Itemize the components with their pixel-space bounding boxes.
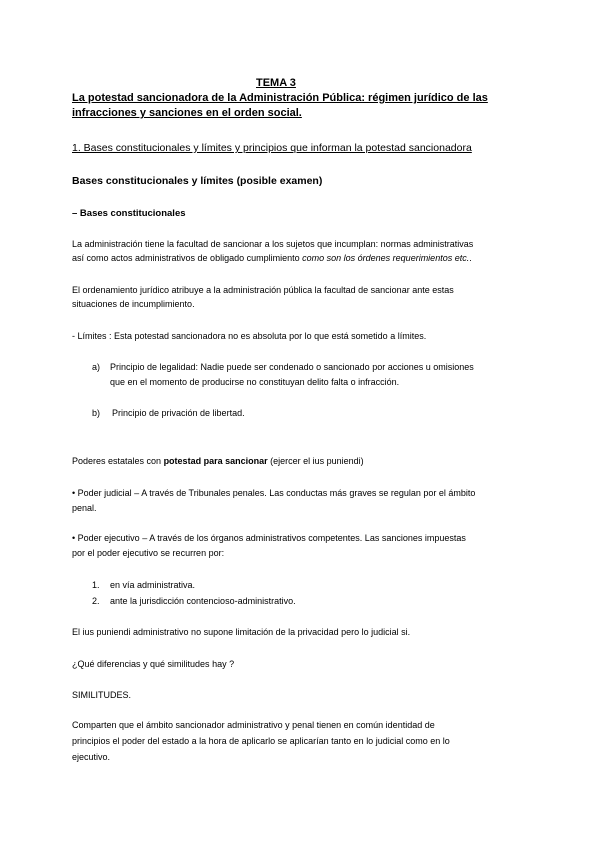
list-item-2-text: ante la jurisdicción contencioso-administrativo. (110, 596, 296, 606)
section-1-heading: 1. Bases constitucionales y límites y principios que informan la potestad sancionadora (72, 142, 472, 154)
tema-heading: TEMA 3 (256, 77, 296, 89)
paragraph-2-line-2: situaciones de incumplimiento. (72, 299, 195, 309)
question-line: ¿Qué diferencias y qué similitudes hay ? (72, 659, 235, 669)
item-b-marker: b) (92, 408, 101, 418)
list-item-1-text: en vía administrativa. (110, 580, 196, 590)
subheading: Bases constitucionales y límites (posible examen) (72, 175, 323, 187)
title-line-2: infracciones y sanciones en el orden social. (72, 107, 302, 119)
similitudes-line-3: ejecutivo. (72, 752, 111, 762)
title-line-1: La potestad sancionadora de la Administración Pública: régimen jurídico de las (72, 92, 488, 104)
paragraph-1-line-2: así como actos administrativos de obligado cumplimiento como son los órdenes requerimientos etc.. (72, 253, 472, 263)
ius-puniendi-line: El ius puniendi administrativo no supone limitación de la privacidad pero lo judicial si. (72, 627, 411, 637)
ejecutivo-line-1: • Poder ejecutivo – A través de los órganos administrativos competentes. Las sanciones impuestas (72, 533, 466, 543)
judicial-line-2: penal. (72, 503, 97, 513)
similitudes-line-1: Comparten que el ámbito sancionador administrativo y penal tienen en común identidad de (72, 720, 435, 730)
poderes-line: Poderes estatales con potestad para sancionar (ejercer el ius puniendi) (72, 456, 364, 466)
item-b-line-1: Principio de privación de libertad. (112, 408, 245, 418)
item-a-line-2: que en el momento de producirse no constituyan delito falta o infracción. (110, 377, 400, 387)
list-item-2-marker: 2. (92, 596, 100, 606)
similitudes-heading: SIMILITUDES. (72, 690, 132, 700)
item-a-line-1: Principio de legalidad: Nadie puede ser condenado o sancionado por acciones u omisiones (110, 362, 474, 372)
limits-line: - Límites : Esta potestad sancionadora no es absoluta por lo que está sometido a límites. (72, 331, 427, 341)
paragraph-1-line-1: La administración tiene la facultad de sancionar a los sujetos que incumplan: normas administrativas (72, 239, 474, 249)
list-item-1-marker: 1. (92, 580, 100, 590)
ejecutivo-line-2: por el poder ejecutivo se recurren por: (72, 548, 225, 558)
item-a-marker: a) (92, 362, 101, 372)
paragraph-2-line-1: El ordenamiento jurídico atribuye a la administración pública la facultad de sancionar ante estas (72, 285, 454, 295)
dash-heading: – Bases constitucionales (72, 208, 186, 219)
similitudes-line-2: principios el poder del estado a la hora de aplicarlo se aplicarían tanto en lo judicial como en lo (72, 736, 450, 746)
judicial-line-1: • Poder judicial – A través de Tribunales penales. Las conductas más graves se regulan por el ámbito (72, 488, 476, 498)
